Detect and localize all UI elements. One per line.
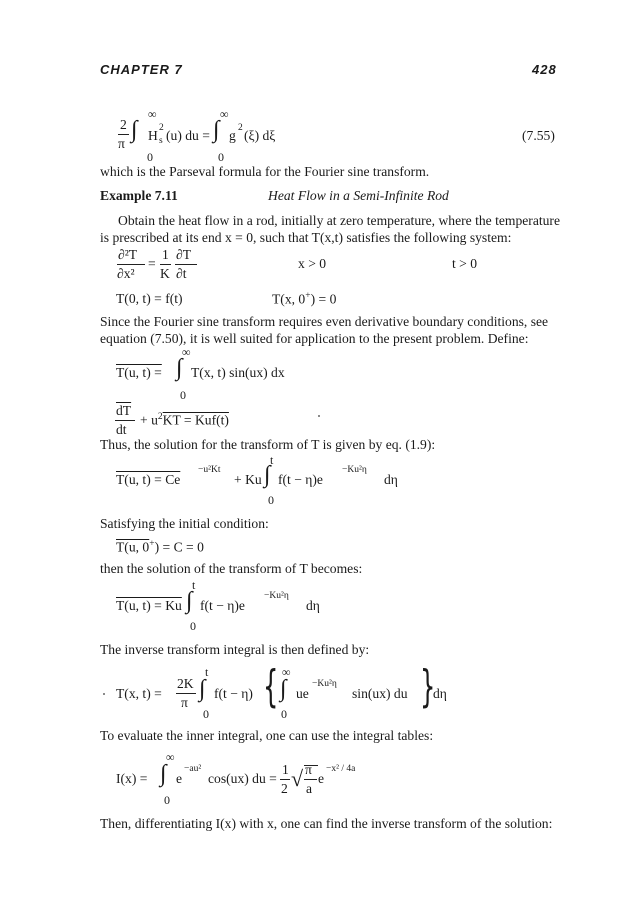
- integral-upper-limit: ∞: [282, 665, 291, 679]
- fraction-bar: [176, 693, 196, 694]
- solution2-exp: −Ku²η: [264, 591, 289, 601]
- final-paragraph: Then, differentiating I(x) with x, one can find the inverse transform of the solution:: [100, 816, 553, 831]
- integral-lower-limit: 0: [164, 793, 170, 807]
- fourier-paragraph: Since the Fourier sine transform requires even derivative boundary conditions, see equation (7.50), it is well suited for application to the present problem. Define:: [100, 314, 549, 346]
- equation-lhs-subscript: s: [159, 136, 163, 146]
- integral-lower-limit: 0: [180, 388, 186, 402]
- parseval-statement: [100, 163, 570, 180]
- inverse-coef-numerator: 2K: [177, 676, 194, 691]
- example-label: Example 7.11: [100, 188, 178, 203]
- page-number: 428: [532, 62, 557, 77]
- ode-rest-a: + u: [140, 412, 158, 428]
- then-paragraph: then the solution of the transform of T becomes:: [100, 561, 363, 576]
- ode-sup: 2: [157, 412, 163, 422]
- integral-upper-limit: ∞: [148, 107, 157, 121]
- fraction-bar: [280, 779, 290, 780]
- fraction-bar: [304, 779, 317, 780]
- sqrt-sign: √: [291, 766, 304, 791]
- integral-lower-limit: 0: [147, 150, 153, 164]
- transform-lhs: T(u, t) =: [116, 365, 162, 380]
- fraction-bar: [160, 264, 171, 265]
- integral-upper-limit: t: [270, 453, 274, 467]
- equation-lhs-body: H: [148, 128, 158, 143]
- integral-upper-limit: t: [205, 665, 209, 679]
- integral-sign: ∫: [199, 676, 206, 702]
- solution-exp2: −Ku²η: [342, 465, 367, 475]
- pde-left-numerator: ∂²T: [118, 247, 138, 262]
- pde-left-denominator: ∂x²: [117, 266, 135, 281]
- pde-equals: =: [148, 256, 156, 271]
- equation-rhs-tail: (ξ) dξ: [244, 128, 276, 143]
- init-sup: +: [149, 539, 155, 549]
- integral-sign: ∫: [160, 761, 167, 787]
- ode-denominator: dt: [116, 422, 127, 437]
- domain-condition-t: t > 0: [452, 256, 478, 271]
- inverse-lhs: T(x, t) =: [116, 686, 162, 701]
- domain-condition-x: x > 0: [298, 256, 327, 271]
- integral-sign: ∫: [213, 117, 220, 143]
- scan-mark: [103, 693, 105, 695]
- inverse-coef-denominator: π: [181, 695, 188, 710]
- pde-right-numerator: ∂T: [176, 247, 192, 262]
- boundary-condition: T(0, t) = f(t): [116, 291, 183, 306]
- fraction-denominator: π: [118, 136, 125, 151]
- integral-upper-limit: ∞: [166, 750, 175, 764]
- inverse-inner-body: ue: [296, 686, 309, 701]
- integral-upper-limit: ∞: [182, 345, 191, 359]
- solution2-body: f(t − η)e: [200, 598, 245, 613]
- integral-sign: ∫: [186, 588, 193, 614]
- solution-mid: + Ku: [234, 472, 262, 487]
- inverse-paragraph: The inverse transform integral is then defined by:: [100, 642, 370, 657]
- integral-lower-limit: 0: [268, 493, 274, 507]
- pde-right-denominator: ∂t: [176, 266, 187, 281]
- initial-condition-transform: [116, 539, 204, 556]
- fraction-bar: [175, 264, 197, 265]
- sqrt-denominator: a: [306, 781, 313, 796]
- solution-lhs: T(u, t) = Ce: [116, 472, 181, 487]
- equation-rhs-body: g: [229, 128, 236, 143]
- table-exp2: −x² / 4a: [326, 764, 356, 774]
- ic-post: ) = 0: [310, 291, 337, 307]
- right-brace: }: [420, 661, 436, 712]
- inverse-tail: dη: [433, 686, 447, 701]
- fraction-bar: [118, 134, 129, 135]
- left-brace: {: [263, 661, 279, 712]
- sqrt-numerator: π: [305, 762, 312, 777]
- integral-sign: ∫: [176, 355, 183, 381]
- ic-sup: +: [305, 291, 311, 301]
- ode-numerator: $\overline{dT}$: [116, 403, 132, 418]
- chapter-heading: CHAPTER 7: [100, 62, 183, 77]
- table-coef-denominator: 2: [281, 781, 288, 796]
- solution2-tail: dη: [306, 598, 320, 613]
- thus-paragraph: Thus, the solution for the transform of T is given by eq. (1.9):: [100, 437, 436, 452]
- intro-paragraph: Obtain the heat flow in a rod, initially at zero temperature, where the temperature is prescribed at its end x = 0, such that T(x,t) satisfies the following system:: [100, 213, 560, 245]
- pde-coef-numerator: 1: [162, 247, 169, 262]
- ode-rest-b: KT = Kuf(t): [162, 412, 229, 428]
- table-lhs: I(x) =: [116, 771, 148, 786]
- integral-lower-limit: 0: [281, 707, 287, 721]
- equation-number: (7.55): [522, 128, 555, 143]
- initial-condition: [272, 291, 336, 308]
- pde-coef-denominator: K: [160, 266, 170, 281]
- inverse-outer-body: f(t − η): [214, 686, 253, 701]
- integral-lower-limit: 0: [190, 619, 196, 633]
- inverse-inner-exp: −Ku²η: [312, 679, 337, 689]
- table-body: e: [176, 771, 183, 786]
- integral-sign: ∫: [280, 676, 287, 702]
- solution-body: f(t − η)e: [278, 472, 323, 487]
- table-tail2: e: [318, 771, 325, 786]
- parseval-text: which is the Parseval formula for the Fourier sine transform.: [100, 164, 430, 179]
- equation-lhs-superscript: 2: [159, 123, 164, 133]
- integral-lower-limit: 0: [218, 150, 224, 164]
- init-post: ) = C = 0: [154, 539, 204, 555]
- evaluate-paragraph: To evaluate the inner integral, one can use the integral tables:: [100, 728, 434, 743]
- transform-body: T(x, t) sin(ux) dx: [191, 365, 285, 380]
- scan-mark: [318, 415, 320, 417]
- fraction-numerator: 2: [120, 117, 127, 132]
- solution-tail: dη: [384, 472, 398, 487]
- satisfy-paragraph: Satisfying the initial condition:: [100, 516, 269, 531]
- ode-rest: [140, 412, 229, 429]
- integral-sign: ∫: [131, 117, 138, 143]
- integral-upper-limit: t: [192, 578, 196, 592]
- table-exp: −au²: [184, 764, 202, 774]
- init-pre: T(u, 0: [116, 539, 150, 555]
- example-title: Heat Flow in a Semi-Infinite Rod: [268, 188, 449, 203]
- inverse-inner-tail: sin(ux) du: [352, 686, 408, 701]
- integral-lower-limit: 0: [203, 707, 209, 721]
- ic-pre: T(x, 0: [272, 291, 306, 307]
- equation-rhs-superscript: 2: [238, 123, 243, 133]
- fraction-bar: [115, 420, 135, 421]
- table-tail: cos(ux) du =: [208, 771, 277, 786]
- integral-sign: ∫: [264, 462, 271, 488]
- solution-exp1: −u²Kt: [198, 465, 221, 475]
- fraction-bar: [117, 264, 145, 265]
- equation-lhs-tail: (u) du =: [166, 128, 210, 143]
- solution2-lhs: T(u, t) = Ku: [116, 598, 182, 613]
- table-coef-numerator: 1: [282, 762, 289, 777]
- integral-upper-limit: ∞: [220, 107, 229, 121]
